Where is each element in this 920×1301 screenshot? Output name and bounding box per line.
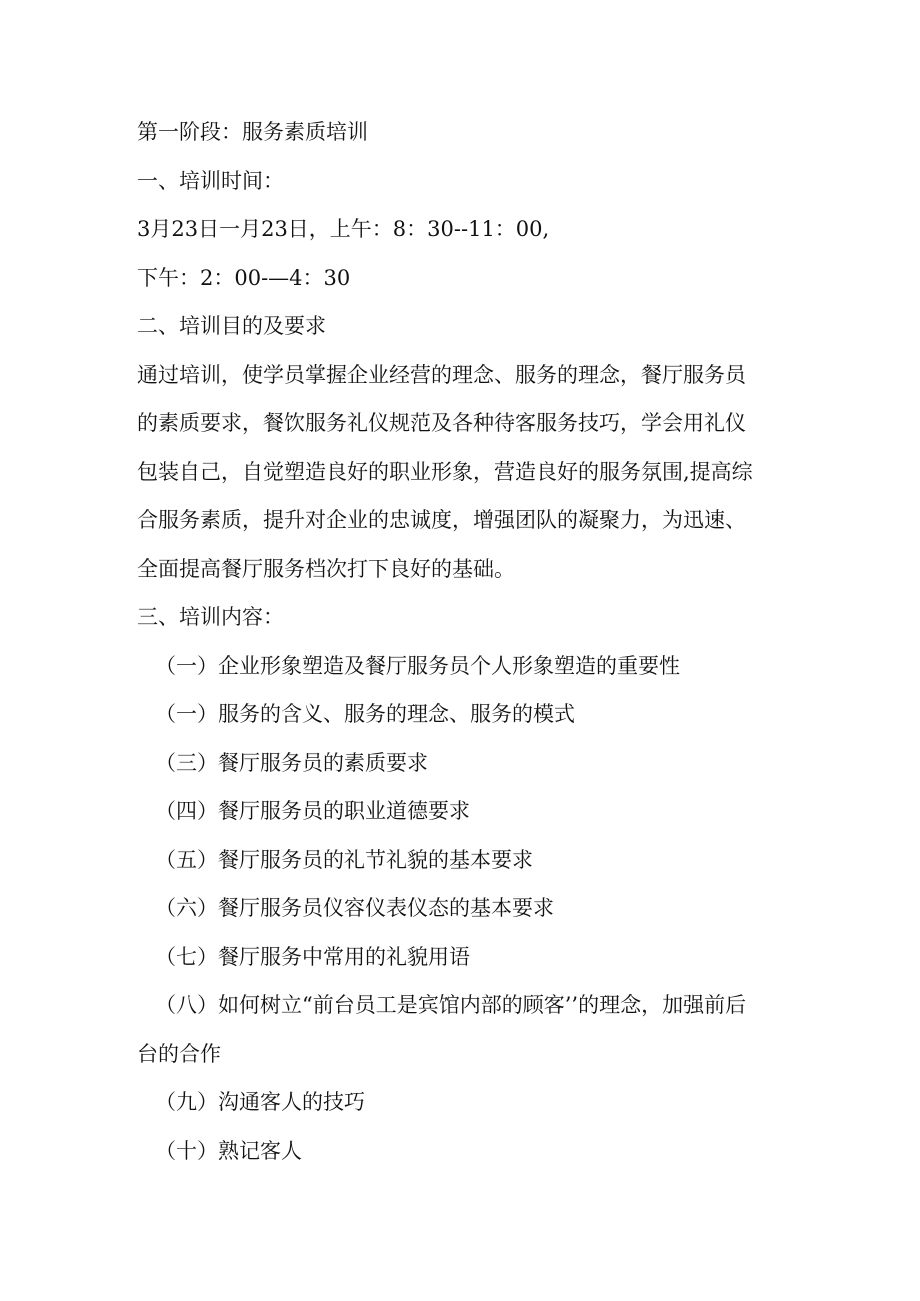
section-heading-purpose: 二、培训目的及要求 bbox=[137, 314, 326, 338]
purpose-line: 全面提高餐厅服务档次打下良好的基础。 bbox=[137, 556, 515, 581]
list-item: （五）餐厅服务员的礼节礼貌的基本要求 bbox=[155, 847, 533, 872]
list-item: （六）餐厅服务员仪容仪表仪态的基本要求 bbox=[155, 896, 554, 920]
document-body bbox=[137, 108, 787, 1175]
purpose-paragraph bbox=[137, 351, 787, 594]
list-item: （一）服务的含义、服务的理念、服务的模式 bbox=[155, 702, 575, 726]
purpose-line: 包装自己，自觉塑造良好的职业形象，营造良好的服务氛围,提高综 bbox=[137, 459, 753, 484]
list-item-continuation: 台的合作 bbox=[137, 1041, 221, 1066]
list-item-line: （八）如何树立“前台员工是宾馆内部的顾客’’的理念，加强前后 bbox=[155, 993, 747, 1017]
training-time-afternoon: 下午：2：00-—4：30 bbox=[137, 265, 351, 290]
content-list bbox=[137, 642, 787, 1176]
stage-title: 第一阶段：服务素质培训 bbox=[137, 120, 368, 144]
list-item: （三）餐厅服务员的素质要求 bbox=[155, 750, 428, 775]
section-heading-training-time: 一、培训时间： bbox=[137, 168, 284, 193]
purpose-line: 合服务素质，提升对企业的忠诚度，增强团队的凝聚力，为迅速、 bbox=[137, 508, 746, 532]
purpose-line: 的素质要求，餐饮服务礼仪规范及各种待客服务技巧，学会用礼仪 bbox=[137, 411, 746, 435]
training-time-morning: 3月23日一月23日，上午：8：30--11：00, bbox=[137, 217, 550, 241]
list-item: （四）餐厅服务员的职业道德要求 bbox=[155, 799, 470, 823]
purpose-line: 通过培训，使学员掌握企业经营的理念、服务的理念，餐厅服务员 bbox=[137, 362, 746, 387]
list-item-eight bbox=[137, 981, 787, 1078]
list-item: （七）餐厅服务中常用的礼貌用语 bbox=[155, 944, 470, 969]
list-item: （十）熟记客人 bbox=[155, 1138, 302, 1163]
section-heading-content: 三、培训内容： bbox=[137, 605, 284, 629]
list-item: （一）企业形象塑造及餐厅服务员个人形象塑造的重要性 bbox=[155, 653, 680, 678]
list-item: （九）沟通客人的技巧 bbox=[155, 1090, 365, 1114]
